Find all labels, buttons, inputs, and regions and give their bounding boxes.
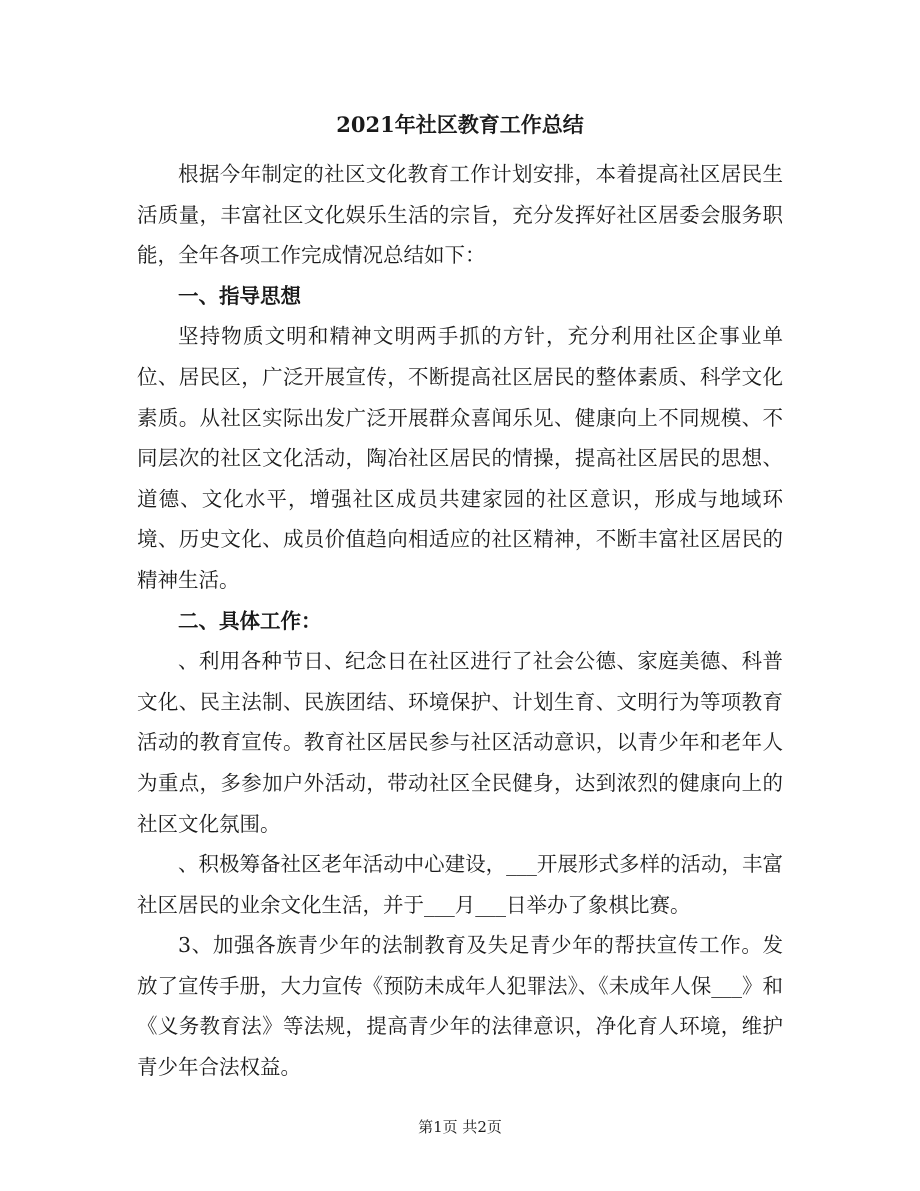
document-title: 2021年社区教育工作总结 xyxy=(336,112,584,137)
intro-paragraph: 根据今年制定的社区文化教育工作计划安排，本着提高社区居民生活质量，丰富社区文化娱乐生活的宗旨，充分发挥好社区居委会服务职能，全年各项工作完成情况总结如下： xyxy=(137,162,783,268)
section-heading-guiding-ideology: 一、指导思想 xyxy=(178,283,301,308)
document-body xyxy=(137,154,783,1088)
work-item-paragraph: 、积极筹备社区老年活动中心建设，___开展形式多样的活动，丰富社区居民的业余文化生活，并于___月___日举办了象棋比赛。 xyxy=(137,852,783,917)
guiding-ideology-paragraph: 坚持物质文明和精神文明两手抓的方针，充分利用社区企事业单位、居民区，广泛开展宣传，不断提高社区居民的整体素质、科学文化素质。从社区实际出发广泛开展群众喜闻乐见、健康向上不同规模、不同层次的社区文化活动，陶冶社区居民的情操，提高社区居民的思想、道德、文化水平，增强社区成员共建家园的社区意识，形成与地域环境、历史文化、成员价值趋向相适应的社区精神，不断丰富社区居民的精神生活。 xyxy=(137,324,783,592)
work-item-paragraph: 3、加强各族青少年的法制教育及失足青少年的帮扶宣传工作。发放了宣传手册，大力宣传《预防未成年人犯罪法》、《未成年人保___》和《义务教育法》等法规，提高青少年的法律意识，净化育人环境，维护青少年合法权益。 xyxy=(137,933,783,1080)
work-item-paragraph: 、利用各种节日、纪念日在社区进行了社会公德、家庭美德、科普文化、民主法制、民族团结、环境保护、计划生育、文明行为等项教育活动的教育宣传。教育社区居民参与社区活动意识，以青少年和老年人为重点，多参加户外活动，带动社区全民健身，达到浓烈的健康向上的社区文化氛围。 xyxy=(137,649,783,836)
page-number-footer: 第1页 共2页 xyxy=(418,1118,502,1136)
section-heading-specific-work: 二、具体工作： xyxy=(178,608,322,633)
